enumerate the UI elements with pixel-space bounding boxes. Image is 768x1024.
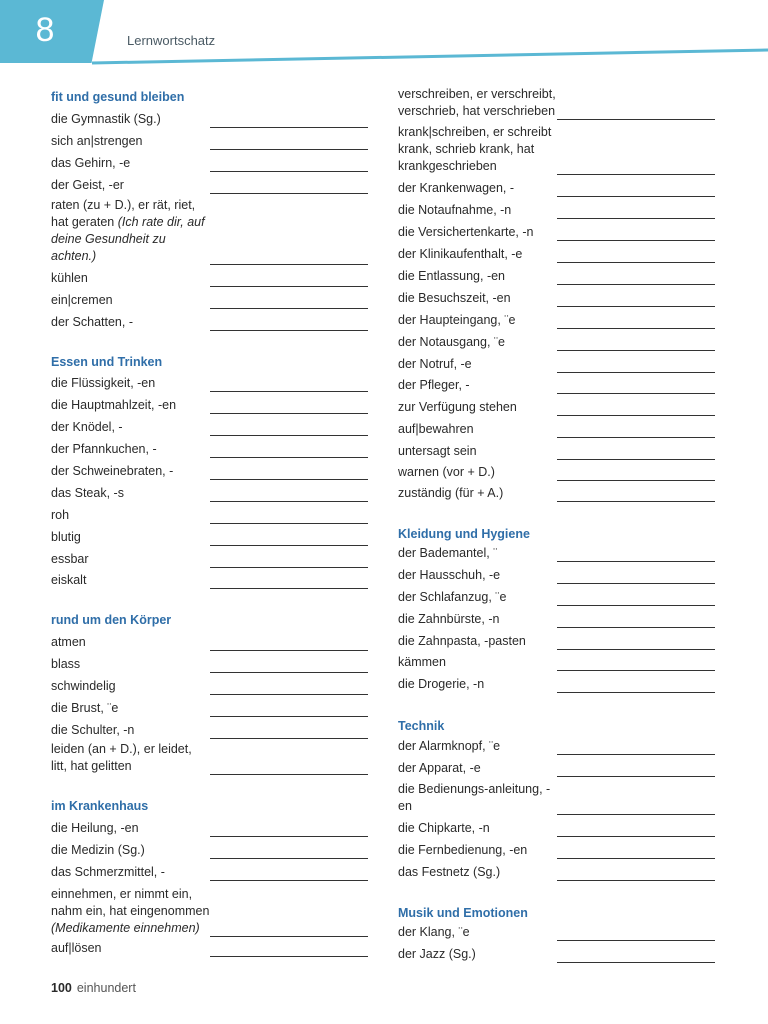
vocab-term-text: die Hauptmahlzeit, -en bbox=[51, 398, 177, 412]
vocab-term-text: untersagt sein bbox=[398, 444, 477, 458]
vocab-term bbox=[51, 864, 209, 881]
page-title: Lernwortschatz bbox=[127, 33, 216, 48]
vocab-entry bbox=[51, 741, 368, 775]
translation-answer-line[interactable] bbox=[210, 171, 368, 172]
vocab-term bbox=[398, 567, 556, 584]
vocab-term-text: zur Verfügung stehen bbox=[398, 400, 517, 414]
vocab-term bbox=[398, 180, 556, 197]
vocab-entry bbox=[398, 864, 715, 881]
vocab-term-text: schwindelig bbox=[51, 679, 116, 693]
translation-answer-line[interactable] bbox=[557, 328, 715, 329]
vocab-term bbox=[51, 820, 209, 837]
translation-answer-line[interactable] bbox=[557, 415, 715, 416]
vocab-term-text: eiskalt bbox=[51, 573, 87, 587]
translation-answer-line[interactable] bbox=[557, 119, 715, 120]
vocab-term-text: leiden (an + D.), er leidet, litt, hat gelitten bbox=[51, 742, 192, 773]
vocab-entry bbox=[398, 224, 715, 241]
vocab-entry bbox=[398, 377, 715, 394]
translation-answer-line[interactable] bbox=[210, 479, 368, 480]
translation-answer-line[interactable] bbox=[210, 694, 368, 695]
translation-answer-line[interactable] bbox=[557, 605, 715, 606]
vocab-term-text: der Alarmknopf, ¨e bbox=[398, 739, 501, 753]
vocab-term-text: einnehmen, er nimmt ein, nahm ein, hat eingenommen bbox=[51, 887, 210, 918]
vocab-entry bbox=[398, 924, 715, 941]
vocab-entry bbox=[51, 375, 368, 392]
vocab-entry bbox=[51, 177, 368, 194]
translation-answer-line[interactable] bbox=[210, 435, 368, 436]
vocab-entry bbox=[51, 507, 368, 524]
translation-answer-line[interactable] bbox=[557, 372, 715, 373]
translation-answer-line[interactable] bbox=[557, 583, 715, 584]
translation-answer-line[interactable] bbox=[210, 936, 368, 937]
vocab-term-text: die Flüssigkeit, -en bbox=[51, 376, 156, 390]
vocab-term bbox=[398, 377, 556, 394]
vocab-entry bbox=[51, 155, 368, 172]
vocab-entry bbox=[51, 419, 368, 436]
vocab-term bbox=[398, 633, 556, 650]
page-number-word: einhundert bbox=[76, 981, 136, 995]
translation-answer-line[interactable] bbox=[210, 391, 368, 392]
vocab-term-text: der Apparat, -e bbox=[398, 761, 481, 775]
translation-answer-line[interactable] bbox=[210, 501, 368, 502]
translation-answer-line[interactable] bbox=[210, 413, 368, 414]
vocab-term bbox=[51, 270, 209, 287]
vocab-term-text: der Notruf, -e bbox=[398, 357, 472, 371]
vocab-term-text: die Besuchszeit, -en bbox=[398, 291, 511, 305]
vocab-term bbox=[398, 86, 568, 120]
vocab-entry bbox=[398, 820, 715, 837]
vocab-term-text: atmen bbox=[51, 635, 86, 649]
vocab-term bbox=[51, 886, 221, 937]
vocab-term-text: der Jazz (Sg.) bbox=[398, 947, 476, 961]
vocab-term bbox=[398, 334, 556, 351]
vocab-term bbox=[51, 529, 209, 546]
translation-answer-line[interactable] bbox=[557, 776, 715, 777]
translation-answer-line[interactable] bbox=[210, 880, 368, 881]
vocab-term bbox=[51, 419, 209, 436]
vocab-term-text: kühlen bbox=[51, 271, 88, 285]
translation-answer-line[interactable] bbox=[557, 561, 715, 562]
vocab-term bbox=[398, 924, 556, 941]
translation-answer-line[interactable] bbox=[210, 264, 368, 265]
vocab-term-text: das Steak, -s bbox=[51, 486, 124, 500]
translation-answer-line[interactable] bbox=[557, 692, 715, 693]
vocab-term bbox=[398, 864, 556, 881]
section-heading: Essen und Trinken bbox=[51, 355, 163, 369]
vocab-term-text: warnen (vor + D.) bbox=[398, 465, 495, 479]
vocab-term bbox=[398, 485, 556, 502]
translation-answer-line[interactable] bbox=[557, 940, 715, 941]
translation-answer-line[interactable] bbox=[557, 649, 715, 650]
vocab-term-text: sich an|strengen bbox=[51, 134, 143, 148]
vocab-term bbox=[51, 463, 209, 480]
translation-answer-line[interactable] bbox=[210, 588, 368, 589]
vocab-term-text: auf|lösen bbox=[51, 941, 102, 955]
vocab-term-text: der Pfleger, - bbox=[398, 378, 470, 392]
vocab-term bbox=[398, 464, 556, 481]
vocab-term bbox=[398, 268, 556, 285]
vocab-term-text: die Schulter, -n bbox=[51, 723, 135, 737]
vocab-term-text: die Entlassung, -en bbox=[398, 269, 506, 283]
vocab-term-text: der Klinikaufenthalt, -e bbox=[398, 247, 523, 261]
vocab-entry bbox=[398, 443, 715, 460]
translation-answer-line[interactable] bbox=[210, 127, 368, 128]
vocab-term bbox=[51, 397, 209, 414]
translation-answer-line[interactable] bbox=[210, 774, 368, 775]
vocab-entry bbox=[398, 86, 715, 120]
vocab-term bbox=[51, 197, 209, 265]
vocab-entry bbox=[51, 133, 368, 150]
vocab-entry bbox=[398, 421, 715, 438]
vocab-entry bbox=[398, 946, 715, 963]
vocab-term bbox=[398, 312, 556, 329]
translation-answer-line[interactable] bbox=[557, 858, 715, 859]
section-heading: rund um den Körper bbox=[51, 613, 172, 627]
vocab-entry bbox=[398, 356, 715, 373]
vocab-term bbox=[51, 842, 209, 859]
vocab-term bbox=[398, 545, 556, 562]
vocab-term bbox=[398, 290, 556, 307]
vocab-term-text: raten (zu + D.), er rät, riet, hat geraten bbox=[51, 198, 196, 229]
section-heading: fit und gesund bleiben bbox=[51, 90, 185, 104]
vocab-term bbox=[51, 177, 209, 194]
vocab-term-text: die Gymnastik (Sg.) bbox=[51, 112, 161, 126]
vocab-term bbox=[51, 722, 209, 739]
vocab-entry bbox=[51, 656, 368, 673]
vocab-term bbox=[398, 356, 556, 373]
vocab-term bbox=[398, 654, 556, 671]
vocab-term-text: das Gehirn, -e bbox=[51, 156, 131, 170]
vocab-term-text: kämmen bbox=[398, 655, 446, 669]
vocab-term-text: zuständig (für + A.) bbox=[398, 486, 504, 500]
vocab-entry bbox=[398, 124, 715, 175]
vocab-term-text: ein|cremen bbox=[51, 293, 113, 307]
vocab-term bbox=[51, 292, 209, 309]
vocab-term bbox=[51, 155, 209, 172]
vocab-term-text: das Schmerzmittel, - bbox=[51, 865, 165, 879]
translation-answer-line[interactable] bbox=[557, 754, 715, 755]
vocab-term-text: der Notausgang, ¨e bbox=[398, 335, 506, 349]
vocab-entry bbox=[51, 397, 368, 414]
page-number: 100 bbox=[51, 981, 72, 995]
translation-answer-line[interactable] bbox=[210, 858, 368, 859]
vocab-entry bbox=[398, 545, 715, 562]
translation-answer-line[interactable] bbox=[557, 174, 715, 175]
vocab-entry bbox=[398, 334, 715, 351]
vocab-term-text: das Festnetz (Sg.) bbox=[398, 865, 501, 879]
vocab-term bbox=[398, 611, 556, 628]
translation-answer-line[interactable] bbox=[557, 836, 715, 837]
translation-answer-line[interactable] bbox=[557, 459, 715, 460]
vocab-term bbox=[51, 111, 209, 128]
section-heading: Technik bbox=[398, 719, 445, 733]
vocab-entry bbox=[51, 485, 368, 502]
translation-answer-line[interactable] bbox=[210, 523, 368, 524]
vocab-entry bbox=[51, 441, 368, 458]
section-heading: Kleidung und Hygiene bbox=[398, 527, 530, 541]
vocab-term bbox=[51, 656, 209, 673]
translation-answer-line[interactable] bbox=[557, 962, 715, 963]
vocab-term bbox=[398, 202, 556, 219]
vocab-term-text: die Fernbedienung, -en bbox=[398, 843, 528, 857]
translation-answer-line[interactable] bbox=[557, 670, 715, 671]
vocab-term-text: der Klang, ¨e bbox=[398, 925, 470, 939]
vocab-term-text: der Schlafanzug, ¨e bbox=[398, 590, 507, 604]
translation-answer-line[interactable] bbox=[210, 567, 368, 568]
vocab-entry bbox=[398, 842, 715, 859]
vocab-term bbox=[398, 124, 556, 175]
translation-answer-line[interactable] bbox=[210, 650, 368, 651]
vocab-entry bbox=[51, 700, 368, 717]
vocab-term bbox=[51, 133, 209, 150]
vocab-entry bbox=[51, 634, 368, 651]
vocab-term bbox=[51, 741, 209, 775]
vocab-term bbox=[51, 485, 209, 502]
translation-answer-line[interactable] bbox=[210, 193, 368, 194]
vocab-term-text: die Drogerie, -n bbox=[398, 677, 485, 691]
vocab-entry bbox=[398, 676, 715, 693]
vocab-term bbox=[51, 700, 209, 717]
vocab-entry bbox=[398, 781, 715, 815]
vocab-entry bbox=[51, 529, 368, 546]
translation-answer-line[interactable] bbox=[557, 501, 715, 502]
translation-answer-line[interactable] bbox=[210, 738, 368, 739]
section-heading: Musik und Emotionen bbox=[398, 906, 528, 920]
vocab-term-text: der Schatten, - bbox=[51, 315, 133, 329]
vocab-entry bbox=[398, 760, 715, 777]
page-footer bbox=[51, 981, 136, 995]
vocab-term bbox=[398, 443, 556, 460]
vocab-entry bbox=[51, 270, 368, 287]
vocab-term bbox=[398, 676, 556, 693]
vocab-term-text: auf|bewahren bbox=[398, 422, 474, 436]
translation-answer-line[interactable] bbox=[210, 308, 368, 309]
translation-answer-line[interactable] bbox=[210, 286, 368, 287]
vocab-entry bbox=[51, 463, 368, 480]
vocab-term-text: der Schweinebraten, - bbox=[51, 464, 174, 478]
translation-answer-line[interactable] bbox=[557, 437, 715, 438]
vocab-entry bbox=[51, 678, 368, 695]
translation-answer-line[interactable] bbox=[210, 330, 368, 331]
vocab-entry bbox=[398, 633, 715, 650]
chapter-number: 8 bbox=[35, 11, 55, 49]
vocab-term bbox=[398, 224, 556, 241]
vocab-term-text: die Chipkarte, -n bbox=[398, 821, 490, 835]
vocab-term-text: essbar bbox=[51, 552, 89, 566]
vocab-term-text: der Krankenwagen, - bbox=[398, 181, 515, 195]
vocab-term-text: die Medizin (Sg.) bbox=[51, 843, 145, 857]
vocab-term-text: der Hausschuh, -e bbox=[398, 568, 501, 582]
translation-answer-line[interactable] bbox=[557, 218, 715, 219]
vocab-entry bbox=[398, 738, 715, 755]
vocab-entry bbox=[51, 111, 368, 128]
vocab-entry bbox=[51, 572, 368, 589]
translation-answer-line[interactable] bbox=[557, 627, 715, 628]
vocab-term bbox=[51, 507, 209, 524]
vocab-term-text: der Haupteingang, ¨e bbox=[398, 313, 516, 327]
vocab-term bbox=[398, 820, 556, 837]
translation-answer-line[interactable] bbox=[210, 457, 368, 458]
translation-answer-line[interactable] bbox=[557, 240, 715, 241]
vocab-entry bbox=[51, 197, 368, 265]
vocab-entry bbox=[51, 940, 368, 957]
vocab-entry bbox=[51, 722, 368, 739]
translation-answer-line[interactable] bbox=[557, 393, 715, 394]
vocab-entry bbox=[51, 314, 368, 331]
translation-answer-line[interactable] bbox=[210, 149, 368, 150]
vocab-term-text: roh bbox=[51, 508, 70, 522]
vocab-entry bbox=[398, 246, 715, 263]
translation-answer-line[interactable] bbox=[210, 545, 368, 546]
vocab-term-text: blutig bbox=[51, 530, 81, 544]
translation-answer-line[interactable] bbox=[210, 836, 368, 837]
vocab-term bbox=[51, 314, 209, 331]
vocab-entry bbox=[51, 551, 368, 568]
vocab-entry bbox=[51, 886, 368, 937]
vocab-entry bbox=[398, 464, 715, 481]
vocab-term-text: der Pfannkuchen, - bbox=[51, 442, 157, 456]
vocab-entry bbox=[398, 654, 715, 671]
vocab-term-text: die Notaufnahme, -n bbox=[398, 203, 512, 217]
vocab-entry bbox=[398, 180, 715, 197]
vocab-term bbox=[51, 634, 209, 651]
vocab-entry bbox=[51, 864, 368, 881]
translation-answer-line[interactable] bbox=[210, 672, 368, 673]
vocab-term bbox=[398, 738, 556, 755]
translation-answer-line[interactable] bbox=[557, 480, 715, 481]
vocab-example-note: (Ich rate dir, auf deine Gesundheit zu achten.) bbox=[51, 215, 205, 263]
vocab-term bbox=[398, 760, 556, 777]
vocab-example-note: (Medikamente einnehmen) bbox=[51, 921, 200, 935]
translation-answer-line[interactable] bbox=[557, 262, 715, 263]
vocab-term bbox=[51, 678, 209, 695]
translation-answer-line[interactable] bbox=[557, 196, 715, 197]
vocab-entry bbox=[51, 842, 368, 859]
vocab-term-text: der Geist, -er bbox=[51, 178, 124, 192]
translation-answer-line[interactable] bbox=[557, 880, 715, 881]
header-rule bbox=[0, 0, 768, 70]
translation-answer-line[interactable] bbox=[557, 306, 715, 307]
vocab-term bbox=[51, 940, 209, 957]
vocab-term bbox=[398, 399, 556, 416]
vocab-term bbox=[51, 441, 209, 458]
vocab-term-text: der Knödel, - bbox=[51, 420, 123, 434]
translation-answer-line[interactable] bbox=[210, 956, 368, 957]
vocab-term-text: die Zahnpasta, -pasten bbox=[398, 634, 526, 648]
vocab-term bbox=[398, 589, 556, 606]
vocab-term-text: die Heilung, -en bbox=[51, 821, 139, 835]
vocab-term-text: blass bbox=[51, 657, 81, 671]
vocab-entry bbox=[398, 312, 715, 329]
vocab-term bbox=[398, 842, 556, 859]
vocab-entry bbox=[398, 567, 715, 584]
translation-answer-line[interactable] bbox=[557, 814, 715, 815]
vocab-term bbox=[398, 781, 556, 815]
vocab-term-text: die Zahnbürste, -n bbox=[398, 612, 500, 626]
vocab-term bbox=[398, 946, 556, 963]
vocab-term-text: die Brust, ¨e bbox=[51, 701, 119, 715]
vocab-term-text: der Bademantel, ¨ bbox=[398, 546, 498, 560]
translation-answer-line[interactable] bbox=[557, 350, 715, 351]
vocab-term-text: verschreiben, er verschreibt, verschrieb, hat verschrieben bbox=[398, 87, 556, 118]
vocab-term-text: die Versichertenkarte, -n bbox=[398, 225, 534, 239]
section-heading: im Krankenhaus bbox=[51, 799, 149, 813]
vocab-entry bbox=[398, 268, 715, 285]
vocab-entry bbox=[398, 589, 715, 606]
vocab-term bbox=[51, 375, 209, 392]
vocab-entry bbox=[398, 399, 715, 416]
vocab-entry bbox=[398, 485, 715, 502]
vocab-term-text: die Bedienungs-anleitung, -en bbox=[398, 782, 551, 813]
vocab-entry bbox=[398, 611, 715, 628]
vocab-entry bbox=[51, 820, 368, 837]
vocab-term-text: krank|schreiben, er schreibt krank, schrieb krank, hat krankgeschrieben bbox=[398, 125, 552, 173]
vocab-term bbox=[51, 572, 209, 589]
vocab-term bbox=[398, 421, 556, 438]
vocab-entry bbox=[51, 292, 368, 309]
vocab-entry bbox=[398, 290, 715, 307]
translation-answer-line[interactable] bbox=[210, 716, 368, 717]
vocab-entry bbox=[398, 202, 715, 219]
vocab-term bbox=[51, 551, 209, 568]
vocab-term bbox=[398, 246, 556, 263]
translation-answer-line[interactable] bbox=[557, 284, 715, 285]
